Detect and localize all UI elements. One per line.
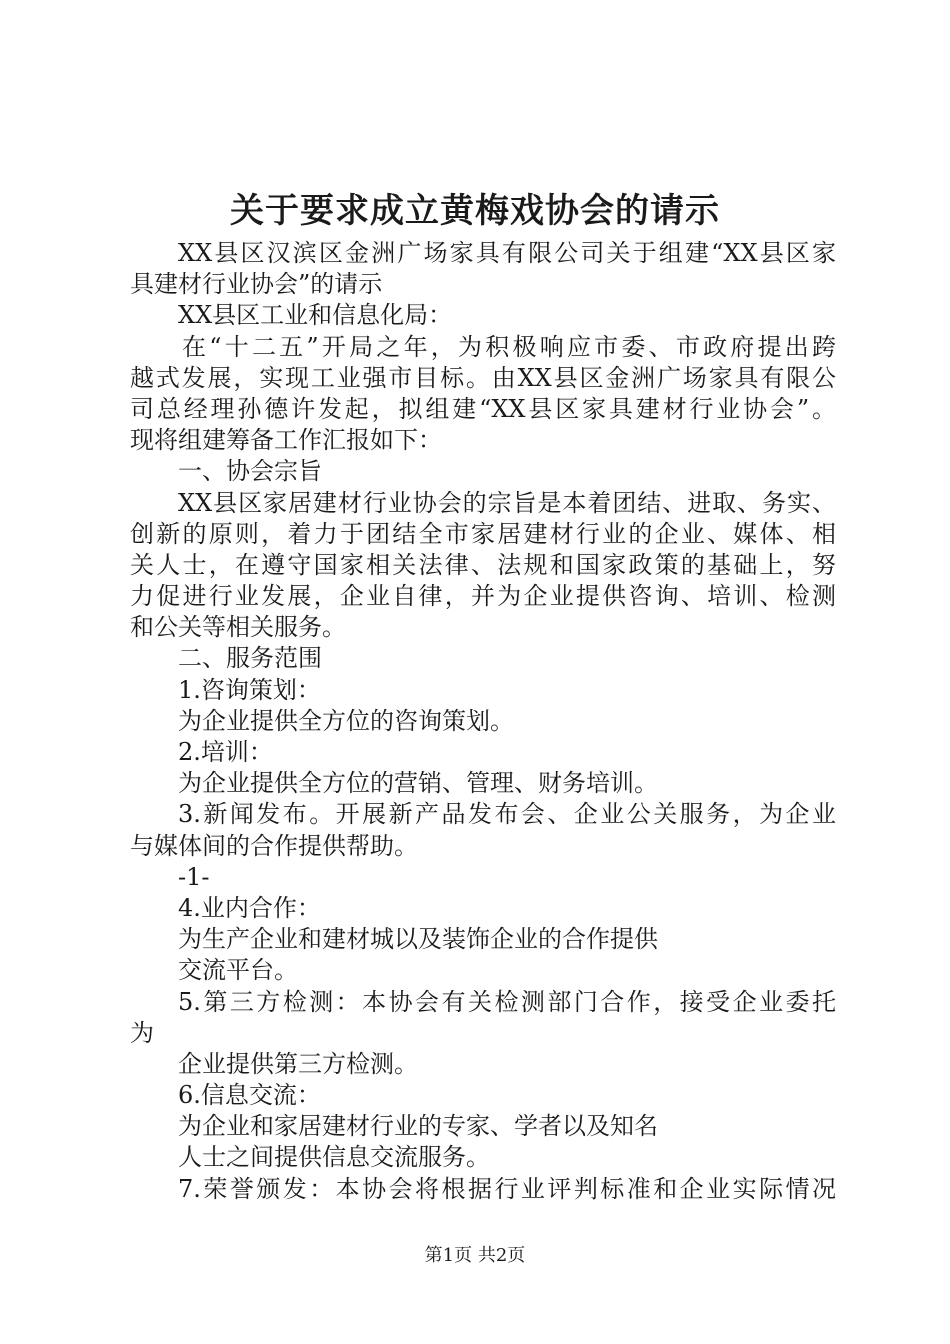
- document-title: 关于要求成立黄梅戏协会的请示: [230, 191, 720, 231]
- body-line: 交流平台。: [178, 956, 298, 985]
- body-line: 力促进行业发展，企业自律，并为企业提供咨询、培训、检测: [130, 582, 836, 611]
- document-body: [130, 238, 836, 1205]
- body-line: 7.荣誉颁发：本协会将根据行业评判标准和企业实际情况: [178, 1174, 836, 1203]
- body-line: 企业提供第三方检测。: [178, 1049, 418, 1078]
- section-heading: 一、协会宗旨: [178, 457, 322, 486]
- page-footer: 第1页 共2页: [424, 1245, 526, 1266]
- body-line: 和公关等相关服务。: [130, 613, 346, 642]
- inline-page-number: -1-: [178, 862, 210, 891]
- body-line: 为: [130, 1018, 154, 1047]
- section-heading: 二、服务范围: [178, 644, 322, 673]
- body-line: 具建材行业协会”的请示: [130, 270, 383, 299]
- body-line: 为生产企业和建材城以及装饰企业的合作提供: [178, 925, 658, 954]
- body-line: XX县区工业和信息化局：: [178, 301, 453, 330]
- body-line: 为企业提供全方位的咨询策划。: [178, 706, 514, 735]
- body-line: 人士之间提供信息交流服务。: [178, 1143, 490, 1172]
- body-line: 关人士，在遵守国家相关法律、法规和国家政策的基础上，努: [130, 550, 836, 579]
- body-line: XX县区家居建材行业协会的宗旨是本着团结、进取、务实、: [178, 488, 836, 517]
- body-line: 5.第三方检测：本协会有关检测部门合作，接受企业委托: [178, 987, 836, 1016]
- body-line: 3.新闻发布。开展新产品发布会、企业公关服务，为企业: [178, 800, 836, 829]
- list-item-heading: 6.信息交流：: [178, 1081, 321, 1110]
- body-line: 现将组建筹备工作汇报如下：: [130, 426, 442, 455]
- list-item-heading: 2.培训：: [178, 738, 273, 766]
- body-line: 越式发展，实现工业强市目标。由XX县区金洲广场家具有限公: [130, 363, 836, 392]
- body-line: 创新的原则，着力于团结全市家居建材行业的企业、媒体、相: [130, 519, 836, 548]
- body-line: 为企业提供全方位的营销、管理、财务培训。: [178, 769, 658, 798]
- body-line: 为企业和家居建材行业的专家、学者以及知名: [178, 1112, 658, 1141]
- list-item-heading: 4.业内合作：: [178, 893, 321, 922]
- body-line: 在“十二五”开局之年，为积极响应市委、市政府提出跨: [182, 332, 836, 361]
- body-line: 与媒体间的合作提供帮助。: [130, 831, 418, 860]
- body-line: 司总经理孙德许发起，拟组建“XX县区家具建材行业协会”。: [130, 394, 836, 423]
- list-item-heading: 1.咨询策划：: [178, 675, 321, 704]
- body-line: XX县区汉滨区金洲广场家具有限公司关于组建“XX县区家: [178, 239, 836, 267]
